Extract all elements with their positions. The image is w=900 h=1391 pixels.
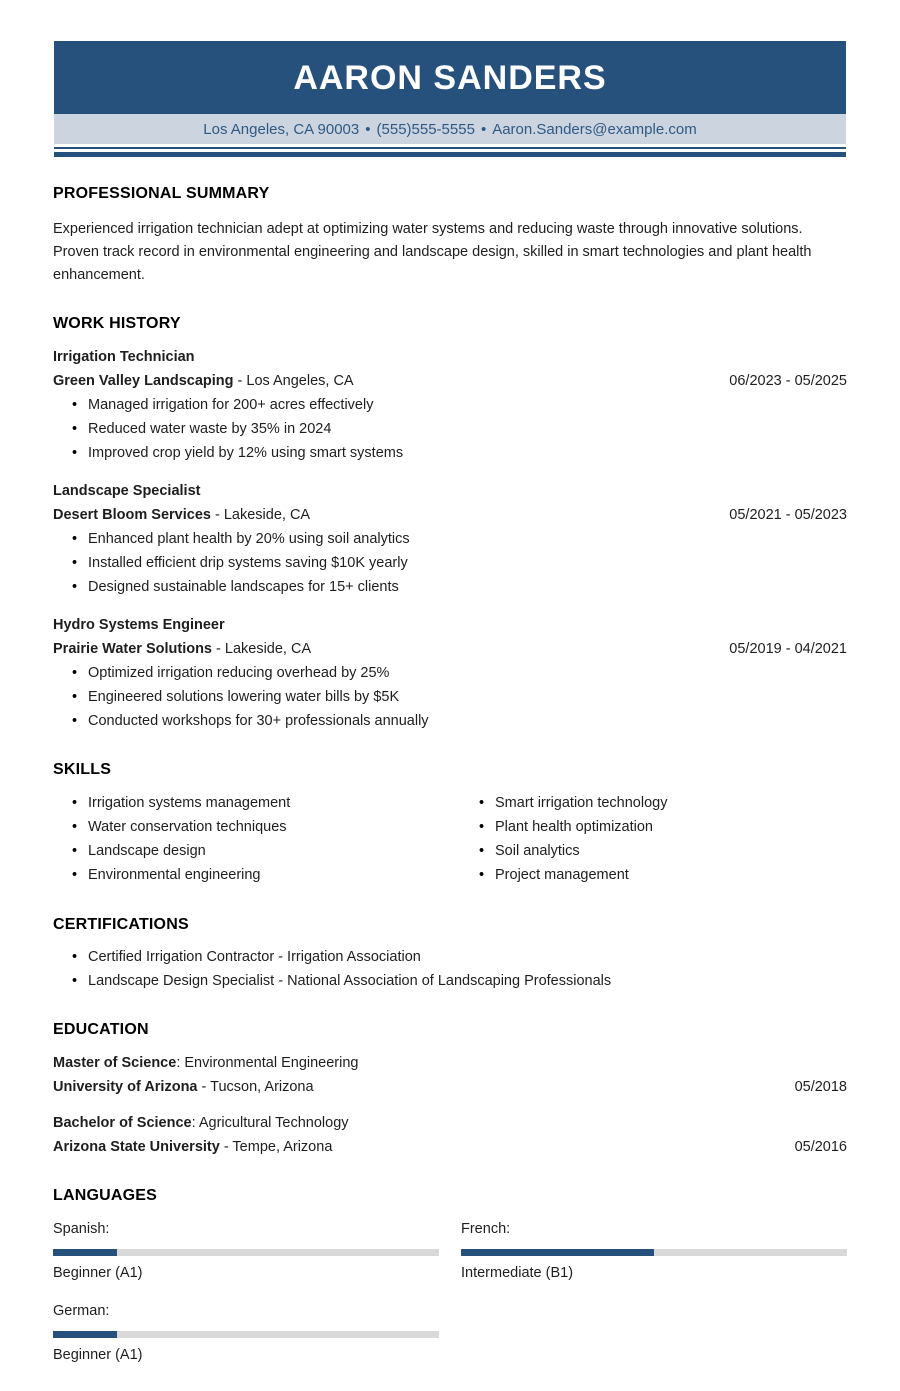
- job-bullet: • Reduced water waste by 35% in 2024: [53, 418, 847, 441]
- language-name: Spanish:: [53, 1221, 110, 1237]
- job-location: - Lakeside, CA: [210, 507, 311, 523]
- section-work-history: [53, 314, 847, 733]
- education-school: University of Arizona: [53, 1079, 198, 1095]
- certifications-list: [53, 946, 847, 993]
- job-bullet-list: [53, 662, 847, 733]
- job-bullet: • Installed efficient drip systems saving $10K yearly: [53, 552, 847, 575]
- job-bullet-list: [53, 394, 847, 465]
- skills-column-right: [460, 792, 847, 888]
- education-school-row: [53, 1075, 847, 1099]
- job-bullet: • Conducted workshops for 30+ professionals annually: [53, 710, 847, 733]
- language-name: German:: [53, 1303, 110, 1319]
- language-proficiency-bar: [53, 1249, 439, 1256]
- name-band: [54, 41, 846, 114]
- job-title: Hydro Systems Engineer: [53, 617, 225, 633]
- skill-item: • Landscape design: [53, 840, 440, 863]
- bullet-separator-icon: •: [480, 120, 487, 138]
- skill-item: • Soil analytics: [460, 840, 847, 863]
- skills-column-left: [53, 792, 440, 888]
- language-item: [53, 1299, 439, 1368]
- job-company: Prairie Water Solutions: [53, 641, 212, 657]
- skills-grid: [53, 791, 847, 888]
- section-skills: [53, 760, 847, 888]
- job-dates: 06/2023 - 05/2025: [729, 373, 847, 389]
- language-item: [461, 1217, 847, 1286]
- skill-item: • Water conservation techniques: [53, 816, 440, 839]
- job-company-row: [53, 637, 847, 661]
- education-degree-line: [53, 1051, 847, 1075]
- section-education: [53, 1020, 847, 1159]
- skill-item: • Project management: [460, 864, 847, 887]
- section-heading-skills: SKILLS: [53, 761, 112, 778]
- language-item: [53, 1217, 439, 1286]
- job-bullet: • Enhanced plant health by 20% using soil analytics: [53, 528, 847, 551]
- skill-item: • Smart irrigation technology: [460, 792, 847, 815]
- education-school-line: [53, 1075, 314, 1099]
- skill-item: • Environmental engineering: [53, 864, 440, 887]
- resume-header: [0, 41, 900, 157]
- education-entry: [53, 1051, 847, 1099]
- section-heading-professional-summary: PROFESSIONAL SUMMARY: [53, 185, 270, 202]
- header-divider-thin: [54, 147, 846, 149]
- job-location: - Los Angeles, CA: [233, 373, 354, 389]
- section-heading-work-history: WORK HISTORY: [53, 315, 181, 332]
- section-heading-languages: LANGUAGES: [53, 1187, 158, 1204]
- job-company-line: [53, 503, 310, 527]
- job-bullet: • Managed irrigation for 200+ acres effectively: [53, 394, 847, 417]
- resume-page: [0, 41, 900, 1391]
- language-level: Beginner (A1): [53, 1347, 143, 1363]
- section-languages: [53, 1186, 847, 1368]
- contact-bar: [54, 114, 846, 144]
- education-location: - Tucson, Arizona: [197, 1079, 314, 1095]
- section-professional-summary: [53, 184, 847, 287]
- job-dates: 05/2019 - 04/2021: [729, 641, 847, 657]
- job-bullet-list: [53, 528, 847, 599]
- skill-item: • Irrigation systems management: [53, 792, 440, 815]
- education-school-line: [53, 1135, 332, 1159]
- education-date: 05/2016: [794, 1139, 847, 1155]
- job-entry: [53, 479, 847, 599]
- job-bullet: • Improved crop yield by 12% using smart systems: [53, 442, 847, 465]
- job-dates: 05/2021 - 05/2023: [729, 507, 847, 523]
- language-proficiency-fill: [53, 1331, 117, 1338]
- education-field: : Environmental Engineering: [176, 1055, 359, 1071]
- language-level: Intermediate (B1): [461, 1265, 574, 1281]
- section-heading-certifications: CERTIFICATIONS: [53, 916, 189, 933]
- language-proficiency-fill: [461, 1249, 654, 1256]
- job-location: - Lakeside, CA: [212, 641, 312, 657]
- certification-item: • Landscape Design Specialist - National Association of Landscaping Professionals: [53, 970, 847, 993]
- job-company-line: [53, 637, 311, 661]
- contact-phone: (555)555-5555: [376, 120, 475, 138]
- skill-item: • Plant health optimization: [460, 816, 847, 839]
- job-company-row: [53, 369, 847, 393]
- languages-grid: [53, 1217, 847, 1368]
- education-entry: [53, 1111, 847, 1159]
- education-school: Arizona State University: [53, 1139, 220, 1155]
- job-entry: [53, 345, 847, 465]
- education-school-row: [53, 1135, 847, 1159]
- language-name: French:: [461, 1221, 511, 1237]
- education-degree: Bachelor of Science: [53, 1115, 192, 1131]
- job-company: Green Valley Landscaping: [53, 373, 234, 389]
- job-bullet: • Designed sustainable landscapes for 15+ clients: [53, 576, 847, 599]
- bullet-separator-icon: •: [365, 120, 371, 138]
- job-bullet: • Optimized irrigation reducing overhead by 25%: [53, 662, 847, 685]
- summary-text: Experienced irrigation technician adept at optimizing water systems and reducing waste through innovative solutions. Proven track record in environmental engineering and landscape design, skilled in smart technologies and plant health enhancement.: [53, 221, 812, 283]
- language-proficiency-fill: [53, 1249, 117, 1256]
- education-location: - Tempe, Arizona: [219, 1139, 333, 1155]
- contact-email: Aaron.Sanders@example.com: [492, 120, 697, 138]
- job-title: Irrigation Technician: [53, 349, 195, 365]
- language-level: Beginner (A1): [53, 1265, 143, 1281]
- job-title: Landscape Specialist: [53, 483, 201, 499]
- job-bullet: • Engineered solutions lowering water bills by $5K: [53, 686, 847, 709]
- job-company: Desert Bloom Services: [53, 507, 211, 523]
- section-heading-education: EDUCATION: [53, 1021, 149, 1038]
- education-degree: Master of Science: [53, 1055, 177, 1071]
- header-divider-thick: [54, 152, 846, 157]
- candidate-name: AARON SANDERS: [293, 58, 607, 97]
- language-proficiency-bar: [53, 1331, 439, 1338]
- job-entry: [53, 613, 847, 733]
- language-proficiency-bar: [461, 1249, 847, 1256]
- section-certifications: [53, 915, 847, 993]
- certification-item: • Certified Irrigation Contractor - Irrigation Association: [53, 946, 847, 969]
- job-company-line: [53, 369, 354, 393]
- education-degree-line: [53, 1111, 847, 1135]
- contact-location: Los Angeles, CA 90003: [203, 120, 360, 138]
- resume-body: [53, 184, 847, 1368]
- education-field: : Agricultural Technology: [191, 1115, 349, 1131]
- job-company-row: [53, 503, 847, 527]
- education-date: 05/2018: [794, 1079, 847, 1095]
